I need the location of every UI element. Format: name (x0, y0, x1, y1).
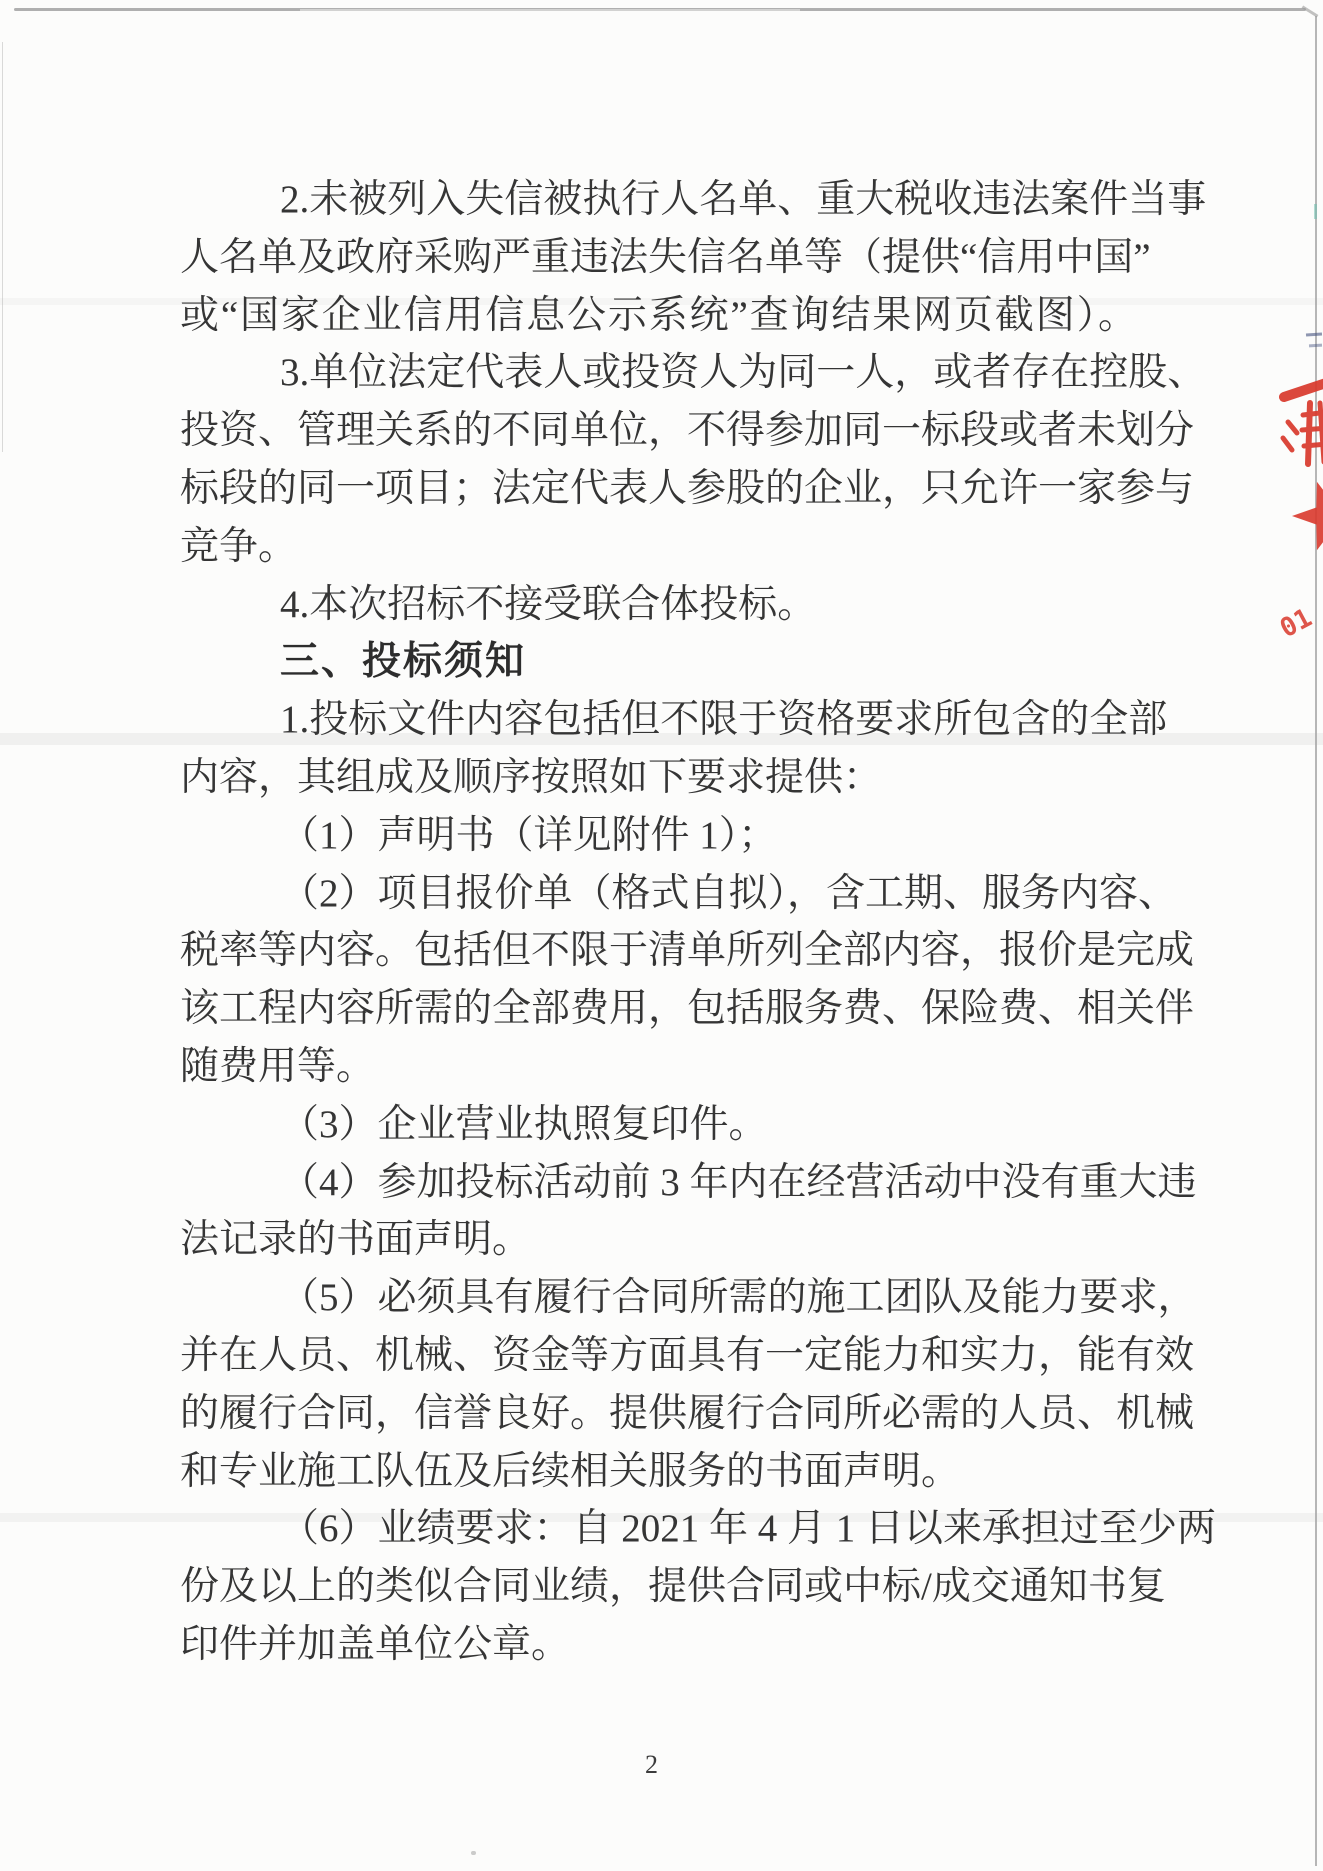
document-body (180, 171, 1217, 1674)
page-number: 2 (645, 1750, 658, 1779)
text-line: 内容，其组成及顺序按照如下要求提供： (180, 755, 883, 799)
red-seal-fragment (1270, 370, 1323, 660)
text-line: 人名单及政府采购严重违法失信名单等（提供“信用中国” (180, 235, 1151, 279)
scan-mark-teal (1314, 204, 1317, 219)
scan-edge-top-fade (300, 9, 800, 11)
text-line: 竞争。 (180, 524, 298, 568)
text-line: （6）业绩要求：自 2021 年 4 月 1 日以来承担过至少两 (280, 1507, 1217, 1551)
text-line: （5）必须具有履行合同所需的施工团队及能力要求， (280, 1276, 1197, 1320)
scan-mark-blue (1309, 344, 1322, 348)
text-line: 4.本次招标不接受联合体投标。 (280, 582, 817, 626)
text-line: 3.单位法定代表人或投资人为同一人，或者存在控股、 (280, 351, 1207, 395)
text-line: 该工程内容所需的全部费用，包括服务费、保险费、相关伴 (180, 987, 1195, 1031)
stamp-star-icon (1292, 482, 1323, 550)
text-line: 税率等内容。包括但不限于清单所列全部内容，报价是完成 (180, 929, 1195, 973)
text-line: （1）声明书（详见附件 1）； (280, 813, 778, 857)
section-heading: 三、投标须知 (280, 640, 527, 684)
text-line: （3）企业营业执照复印件。 (280, 1102, 768, 1146)
stamp-character-strokes (1283, 383, 1323, 464)
text-line: 和专业施工队伍及后续相关服务的书面声明。 (180, 1449, 961, 1493)
text-line: 并在人员、机械、资金等方面具有一定能力和实力，能有效 (180, 1333, 1195, 1377)
scan-mark-blue (1306, 332, 1322, 336)
text-line: 1.投标文件内容包括但不限于资格要求所包含的全部 (280, 698, 1168, 742)
text-line: 法记录的书面声明。 (180, 1218, 532, 1262)
scan-edge-corner (1302, 5, 1319, 17)
text-line: 的履行合同，信誉良好。提供履行合同所必需的人员、机械 (180, 1391, 1195, 1435)
text-line: 投资、管理关系的不同单位，不得参加同一标段或者未划分 (180, 409, 1195, 453)
text-line: （4）参加投标活动前 3 年内在经营活动中没有重大违 (280, 1160, 1197, 1204)
text-line: 标段的同一项目；法定代表人参股的企业，只允许一家参与 (180, 466, 1195, 510)
stamp-serial-digits: 01 (1275, 602, 1317, 645)
text-line: 份及以上的类似合同业绩，提供合同或中标/成交通知书复 (180, 1565, 1166, 1609)
scan-edge-right (1315, 16, 1317, 1866)
scan-edge-left (2, 42, 3, 452)
scan-speck (471, 1851, 476, 1855)
text-line: 印件并加盖单位公章。 (180, 1622, 571, 1666)
text-line: 随费用等。 (180, 1044, 376, 1088)
text-line: 或“国家企业信用信息公示系统”查询结果网页截图）。 (180, 293, 1137, 337)
text-line: （2）项目报价单（格式自拟），含工期、服务内容、 (280, 871, 1178, 915)
text-line: 2.未被列入失信被执行人名单、重大税收违法案件当事 (280, 178, 1207, 221)
